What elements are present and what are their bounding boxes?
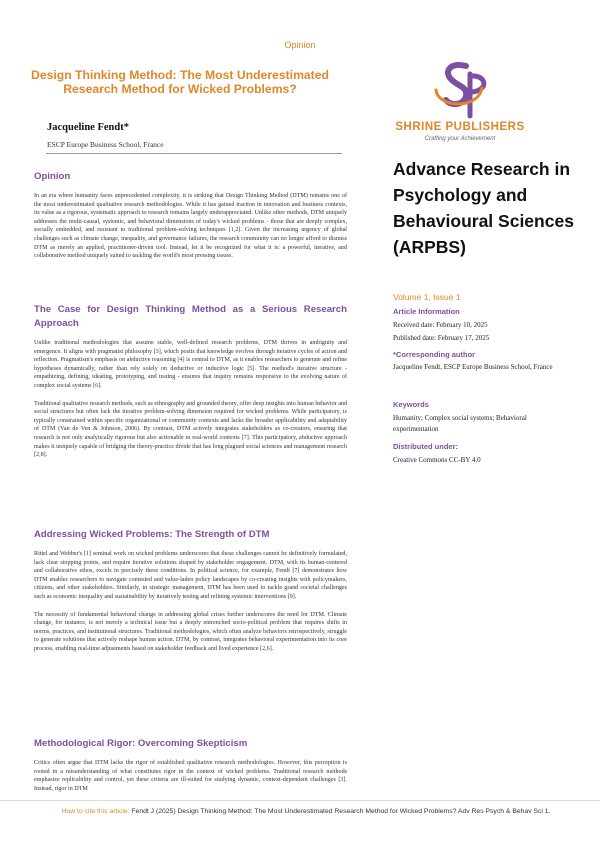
article-title: Design Thinking Method: The Most Underestimated Research Method for Wicked Problems? xyxy=(31,68,329,96)
corresponding-author-text: Jacqueline Fendt, ESCP Europe Business School, France xyxy=(393,363,553,371)
section-heading: Methodological Rigor: Overcoming Skepticism xyxy=(34,738,248,749)
section-opinion xyxy=(34,170,347,270)
article-type-label: Opinion xyxy=(284,40,316,50)
distribution-label: Distributed under: xyxy=(393,442,458,451)
cite-text: Fendt J (2025) Design Thinking Method: The Most Underestimated Research Method for Wicked Problems? Adv Res Psych & Behav Sci 1. xyxy=(131,808,551,815)
article-info-label: Article Information xyxy=(393,307,460,316)
cite-label: How to cite this article: xyxy=(61,808,130,815)
publisher-tagline: Crafting your Achievement xyxy=(424,136,496,142)
section-heading: Addressing Wicked Problems: The Strength of DTM xyxy=(34,529,270,540)
shrine-publishers-logo xyxy=(408,60,508,120)
license-text: Creative Commons CC-BY 4.0 xyxy=(393,456,481,464)
paragraph: The necessity of fundamental behavioral change in addressing global crises further underscores the need for DTM. Climate change, for instance, is not merely a technical issue but a deeply entrenched socio-political problem that requires shifts in norms, practices, and institutional structures. Traditional methodologies, which often analyze behaviors retrospectively, struggle to generate solutions that actively reshape human action. DTM, by contrast, integrates behavioral experimentation into its core process, enabling real-time adjustments based on stakeholder feedback and lived experience [2,6]. xyxy=(34,611,347,652)
volume-issue: Volume 1, Issue 1 xyxy=(393,292,461,302)
journal-title: Advance Research in Psychology and Behavioural Sciences (ARPBS) xyxy=(393,159,574,257)
affiliation-divider xyxy=(46,153,342,154)
author-affiliation: ESCP Europe Business School, France xyxy=(47,140,164,149)
paragraph: In an era where humanity faces unprecedented complexity, it is striking that Design Thinking Method (DTM) remains one of the most underestimated qualitative research methodologies. While it has gained traction in innovation and business contexts, its value as a rigorous, systematic approach to research remains largely underappreciated. Unlike other methods, DTM uniquely addresses the multi-causal, systemic, and behavioral dimensions of today's wicked problems - those that are deeply complex, socially embedded, and resistant to traditional problem-solving techniques [1,2]. Given the increasing urgency of global challenges such as climate change, inequality, and governance failures, the research community can no longer afford to dismiss DTM as merely an applied, practitioner-driven tool. Instead, let it be recognized for what it is: a powerful, iterative, and collaborative method uniquely suited to tackling the world's most pressing issues. xyxy=(34,193,347,260)
keywords-text: Humanity; Complex social systems; Behavioral experimentation xyxy=(393,414,527,433)
citation-footer xyxy=(46,807,566,817)
publisher-name: SHRINE PUBLISHERS xyxy=(395,121,525,133)
section-methodological-rigor xyxy=(34,737,347,802)
section-wicked-problems xyxy=(34,528,347,663)
paragraph: Unlike traditional methodologies that assume stable, well-defined research problems, DTM thrives in ambiguity and emergence. It aligns with pragmatist philosophy [3], which posits that knowledge evolves through iterative cycles of action and reflection. Pragmatism's emphasis on abductive reasoning [4] is central to DTM, as it enables researchers to generate and refine hypotheses dynamically, rather than rely solely on deductive or inductive logic [5]. The method's iterative structure - empathizing, defining, ideating, prototyping, and testing - ensures that inquiry remains responsive to the evolving nature of complex social systems [6]. xyxy=(34,340,347,389)
paragraph: Critics often argue that DTM lacks the rigor of established qualitative research methodologies. However, this perception is rooted in a misunderstanding of what constitutes rigor in the context of wicked problems. Traditional research methods emphasize replicability and control, yet these criteria are ill-suited for studying dynamic, context-dependent challenges [3]. Instead, rigor in DTM xyxy=(34,760,347,792)
section-heading: Opinion xyxy=(34,171,71,182)
received-date: Received date: February 10, 2025 xyxy=(393,321,488,329)
author-name: Jacqueline Fendt* xyxy=(47,122,129,133)
footer-divider xyxy=(0,800,600,801)
paragraph: Traditional qualitative research methods, such as ethnography and grounded theory, offer deep insights into human behavior and social structures but often lack the iterative problem-solving dimension required for wicked problems. While participatory, is typically constrained within specific organizational or community contexts and lacks the broader applicability and adaptability of DTM (Van de Ven & Johnson, 2006). By contrast, DTM actively integrates stakeholders as co-creators, ensuring that research is not only analytically rigorous but also actionable in real-world contexts [7]. This participatory, abductive approach makes it uniquely capable of bridging the theory-practice divide that has long plagued social sciences and management research [2,8]. xyxy=(34,400,348,459)
published-date: Published date: February 17, 2025 xyxy=(393,334,490,342)
keywords-label: Keywords xyxy=(393,400,429,409)
section-heading: The Case for Design Thinking Method as a Serious Research Approach xyxy=(34,304,347,329)
paragraph: Rittel and Webber's [1] seminal work on wicked problems underscores that these challenges cannot be definitively formulated, lack clear stopping points, and require iterative solutions shaped by stakeholder engagement. DTM, with its human-centered and collaborative ethos, excels in precisely these conditions. In political science, for example, Fendt [7] demonstrates how DTM enables researchers to navigate contested and value-laden policy landscapes by co-creating insights with policymakers, citizens, and other stakeholders. Similarly, in strategic management, DTM has been used to tackle grand societal challenges such as economic inequality and sustainability by iteratively testing and refining systemic interventions [9]. xyxy=(34,551,347,600)
section-case-for-dtm xyxy=(34,303,347,469)
corresponding-author-label: *Corresponding author xyxy=(393,350,476,359)
